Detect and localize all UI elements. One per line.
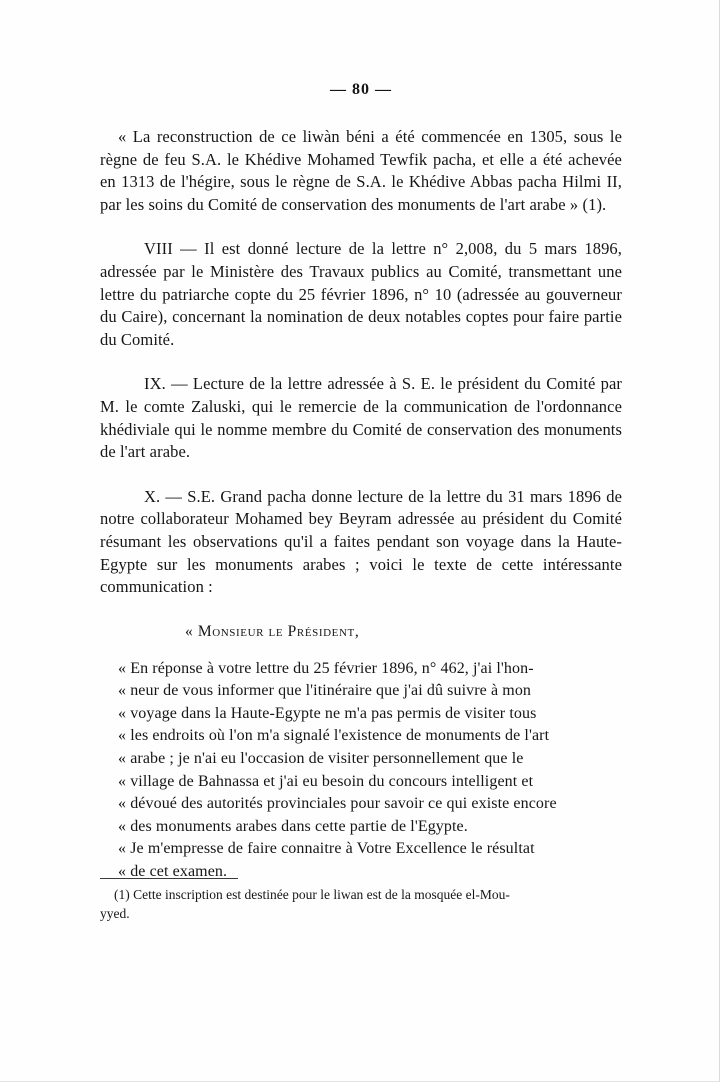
letter-line: « Je m'empresse de faire connaitre à Votre Excellence le résultat: [118, 840, 535, 858]
footnote-text-line: (1) Cette inscription est destinée pour le liwan est de la mosquée el-Mou-: [114, 887, 510, 902]
letter-line: « dévoué des autorités provinciales pour savoir ce qui existe encore: [118, 795, 557, 813]
letter-line: « de cet examen.: [118, 863, 228, 881]
letter-line: « les endroits où l'on m'a signalé l'existence de monuments de l'art: [118, 727, 550, 745]
paragraph-item-viii: VIII — Il est donné lecture de la lettre n° 2,008, du 5 mars 1896, adressée par le Ministère des Travaux publics au Comité, transmettant une lettre du patriarche copte du 25 février 1896, n° 10 (adressée au gouverneur du Caire), concernant la nomination de deux notables coptes pour faire partie du Comité.: [100, 239, 622, 349]
letter-line: « En réponse à votre lettre du 25 février 1896, n° 462, j'ai l'hon-: [118, 659, 534, 677]
footnote-text-line: yyed.: [100, 905, 130, 921]
footnote: [100, 878, 623, 923]
letter-line: « des monuments arabes dans cette partie de l'Egypte.: [118, 817, 468, 835]
page-number: — 80 —: [330, 81, 392, 98]
letter-line: « neur de vous informer que l'itinéraire que j'ai dû suivre à mon: [118, 682, 532, 700]
paragraph-inscription-quote: « La reconstruction de ce liwàn béni a été commencée en 1305, sous le règne de feu S.A. le Khédive Mohamed Tewfik pacha, et elle a été achevée en 1313 de l'hégire, sous le règne de S.A. le Khédive Abbas pacha Hilmi II, par les soins du Comité de conservation des monuments de l'art arabe » (1).: [100, 127, 622, 214]
letter-line: « arabe ; je n'ai eu l'occasion de visiter personnellement que le: [118, 750, 524, 768]
footnote-rule: [100, 878, 238, 879]
letter-body: [118, 658, 622, 884]
paragraph-item-x: X. — S.E. Grand pacha donne lecture de la lettre du 31 mars 1896 de notre collaborateur Mohamed bey Beyram adressée au président du Comité résumant les observations qu'il a faites pendant son voyage dans la Haute-Egypte sur les monuments arabes ; voici le texte de cette intéressante communication :: [100, 486, 622, 597]
letter-salutation: « Monsieur le Président,: [185, 622, 360, 640]
letter-line: « voyage dans la Haute-Egypte ne m'a pas permis de visiter tous: [118, 704, 537, 722]
letter-line: « village de Bahnassa et j'ai eu besoin du concours intelligent et: [118, 772, 534, 790]
paragraph-item-ix: IX. — Lecture de la lettre adressée à S. E. le président du Comité par M. le comte Zaluski, qui le remercie de la communication de l'ordonnance khédiviale qui le nomme membre du Comité de conservation des monuments de l'art arabe.: [100, 374, 622, 462]
